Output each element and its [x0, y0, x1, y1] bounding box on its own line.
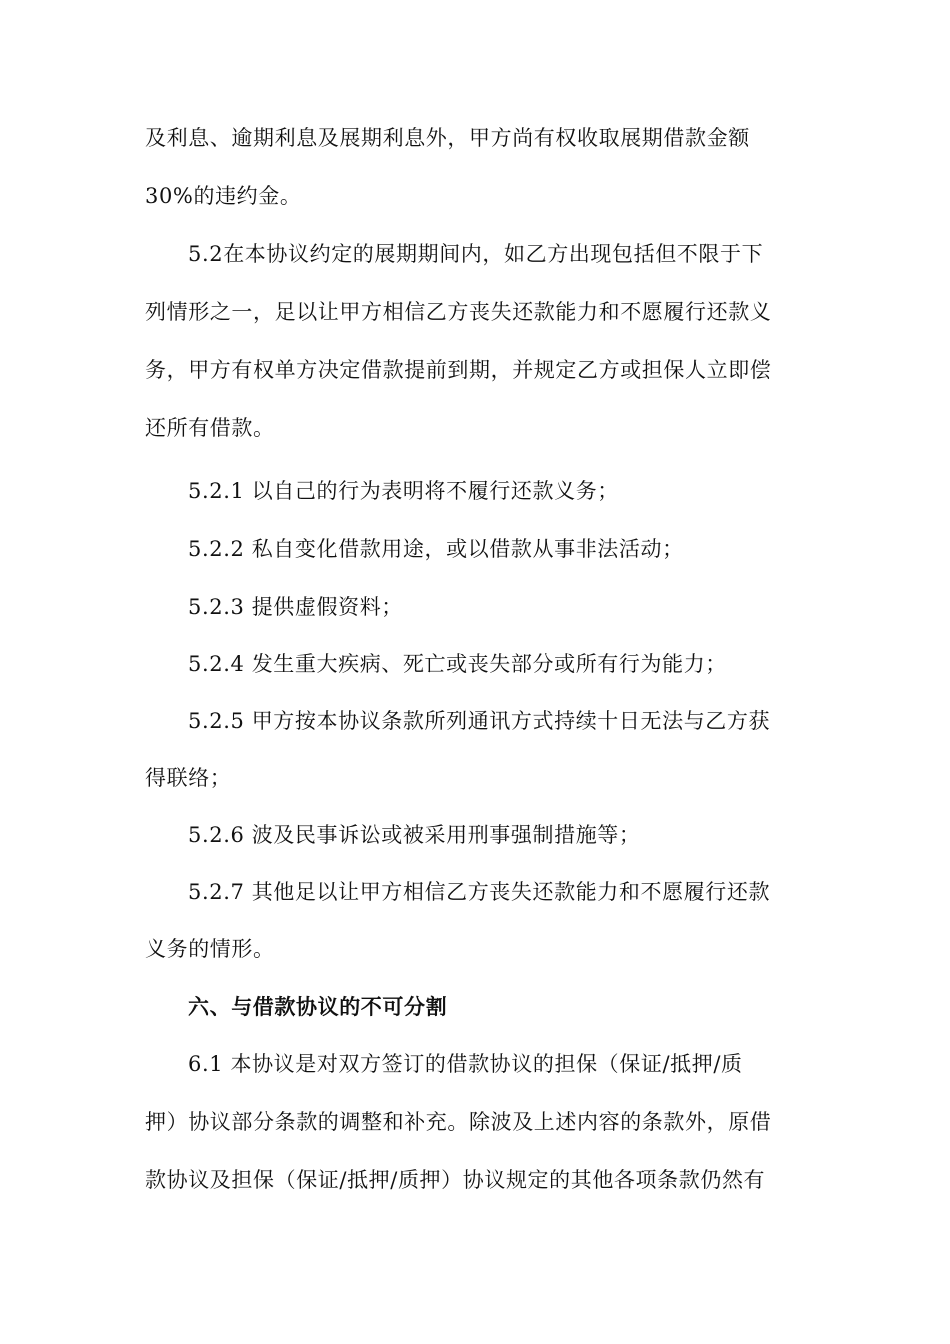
clause-5-2-line: 5.2在本协议约定的展期期间内，如乙方出现包括但不限于下: [188, 242, 764, 266]
paragraph-line: 得联络；: [145, 766, 232, 790]
clause-5-2-7: 5.2.7 其他足以让甲方相信乙方丧失还款能力和不愿履行还款: [188, 880, 771, 904]
paragraph-line: 务，甲方有权单方决定借款提前到期，并规定乙方或担保人立即偿: [145, 358, 772, 382]
clause-6-1: 6.1 本协议是对双方签订的借款协议的担保（保证/抵押/质: [188, 1052, 743, 1076]
clause-5-2-5: 5.2.5 甲方按本协议条款所列通讯方式持续十日无法与乙方获: [188, 709, 771, 733]
clause-5-2-1: 5.2.1 以自己的行为表明将不履行还款义务；: [188, 479, 619, 503]
clause-5-2-6: 5.2.6 波及民事诉讼或被采用刑事强制措施等；: [188, 823, 641, 847]
paragraph-line: 义务的情形。: [145, 937, 275, 961]
paragraph-line: 款协议及担保（保证/抵押/质押）协议规定的其他各项条款仍然有: [145, 1168, 766, 1192]
clause-5-2-2: 5.2.2 私自变化借款用途，或以借款从事非法活动；: [188, 537, 684, 561]
paragraph-line: 押）协议部分条款的调整和补充。除波及上述内容的条款外，原借: [145, 1110, 772, 1134]
paragraph-line: 列情形之一，足以让甲方相信乙方丧失还款能力和不愿履行还款义: [145, 300, 772, 324]
paragraph-line: 还所有借款。: [145, 416, 275, 440]
clause-5-2-4: 5.2.4 发生重大疾病、死亡或丧失部分或所有行为能力；: [188, 652, 727, 676]
clause-5-2-3: 5.2.3 提供虚假资料；: [188, 595, 403, 619]
paragraph-line: 30%的违约金。: [145, 184, 302, 208]
section-heading: 六、与借款协议的不可分割: [188, 994, 448, 1019]
paragraph-line: 及利息、逾期利息及展期利息外，甲方尚有权收取展期借款金额: [145, 126, 750, 150]
